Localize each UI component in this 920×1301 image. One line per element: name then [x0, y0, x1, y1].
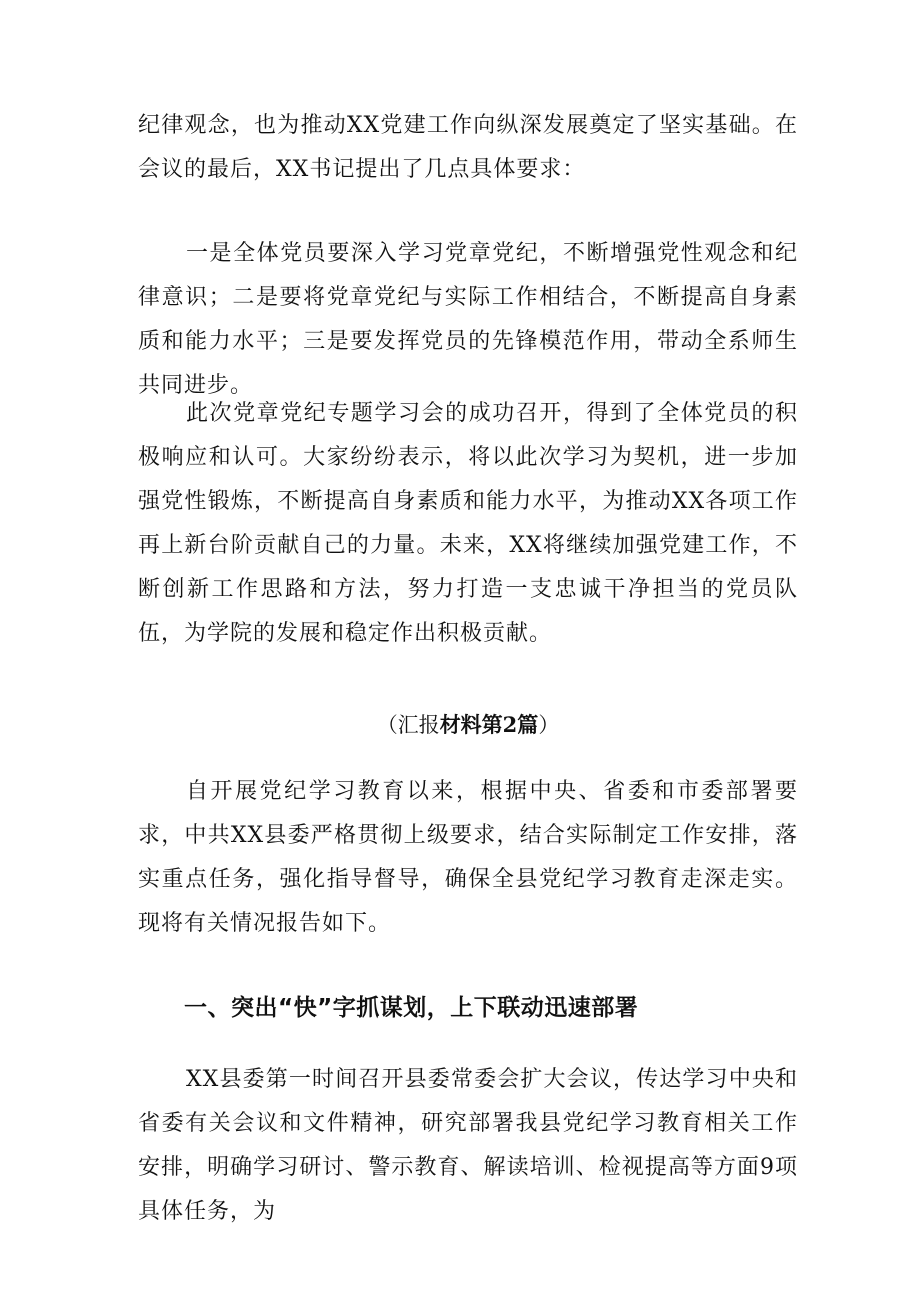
paragraph-conclusion: 此次党章党纪专题学习会的成功召开，得到了全体党员的积极响应和认可。大家纷纷表示，将以此次学习为契机，进一步加强党性锻炼，不断提高自身素质和能力水平，为推动XX各项工作再上新台阶贡献自己的力量。未来，XX将继续加强党建工作，不断创新工作思路和方法，努力打造一支忠诚干净担当的党员队伍，为学院的发展和稳定作出积极贡献。	[138, 401, 798, 646]
subtitle-end: ）	[538, 713, 560, 737]
paragraph-requirements: 一是全体党员要深入学习党章党纪，不断增强党性观念和纪律意识；二是要将党章党纪与实际工作相结合，不断提高自身素质和能力水平；三是要发挥党员的先锋模范作用，带动全系师生共同进步。	[138, 241, 798, 398]
section-subtitle	[138, 710, 798, 740]
paragraph-section-one: XX县委第一时间召开县委常委会扩大会议，传达学习中央和省委有关会议和文件精神，研究部署我县党纪学习教育相关工作安排，明确学习研讨、警示教育、解读培训、检视提高等方面9项具体任务，为	[138, 1067, 798, 1224]
paragraph-continuation: 纪律观念，也为推动XX党建工作向纵深发展奠定了坚实基础。在会议的最后，XX书记提出了几点具体要求：	[138, 113, 798, 182]
subtitle-bold: 材料第2篇	[439, 712, 539, 737]
subtitle-normal: （汇报	[376, 713, 440, 737]
section-heading: 一、突出“快”字抓谋划，上下联动迅速部署	[184, 995, 639, 1021]
paragraph-intro: 自开展党纪学习教育以来，根据中央、省委和市委部署要求，中共XX县委严格贯彻上级要求，结合实际制定工作安排，落实重点任务，强化指导督导，确保全县党纪学习教育走深走实。现将有关情况报告如下。	[138, 779, 798, 936]
